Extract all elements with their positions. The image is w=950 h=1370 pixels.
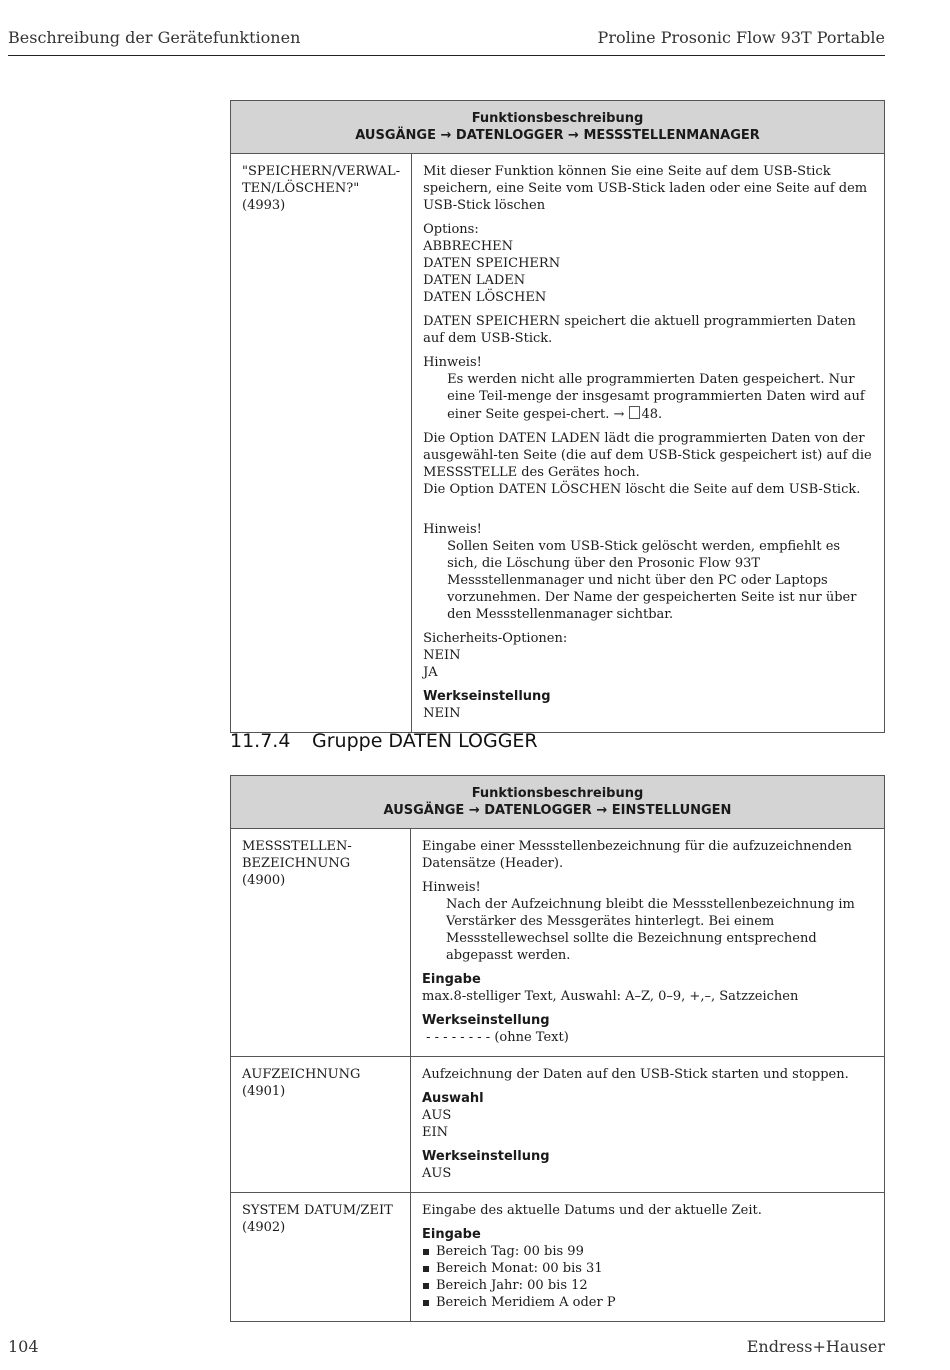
- list-item: Bereich Monat: 00 bis 31: [422, 1260, 873, 1277]
- range-list: [422, 1243, 873, 1311]
- function-name-cell: [231, 1193, 411, 1322]
- load-description: Die Option DATEN LADEN lädt die programmierten Daten von der ausgewähl-ten Seite (die auf dem USB-Stick gespeichert ist) auf die MESSSTELLE des Gerätes hoch.: [423, 431, 872, 480]
- description-intro: Aufzeichnung der Daten auf den USB-Stick starten und stoppen.: [422, 1067, 849, 1082]
- delete-description: Die Option DATEN LÖSCHEN löscht die Seite auf dem USB-Stick.: [423, 482, 861, 497]
- default-setting-value: NEIN: [423, 706, 461, 721]
- input-description: max.8-stelliger Text, Auswahl: A–Z, 0–9, +,–, Satzzeichen: [422, 989, 799, 1004]
- option-item: DATEN SPEICHERN: [423, 256, 561, 271]
- list-item: Bereich Meridiem A oder P: [422, 1294, 873, 1311]
- page-reference-icon: [629, 406, 640, 419]
- function-name-line: BEZEICHNUNG: [242, 856, 351, 871]
- security-options-label: Sicherheits-Optionen:: [423, 631, 568, 646]
- header-section-title: Beschreibung der Gerätefunktionen: [8, 28, 301, 47]
- table-header-path: AUSGÄNGE → DATENLOGGER → EINSTELLUNGEN: [383, 803, 732, 818]
- table-row: [231, 154, 885, 733]
- default-setting-block: [422, 1148, 873, 1182]
- function-table-messstellenmanager: [230, 100, 885, 733]
- option-item: DATEN LADEN: [423, 273, 526, 288]
- function-name-line: MESSSTELLEN-: [242, 839, 352, 854]
- save-description: DATEN SPEICHERN speichert die aktuell programmierten Daten auf dem USB-Stick.: [423, 314, 856, 346]
- section-number: 11.7.4: [230, 730, 291, 752]
- description-intro: Eingabe des aktuelle Datums und der aktuelle Zeit.: [422, 1203, 762, 1218]
- load-delete-block: [423, 430, 873, 498]
- note-text: Nach der Aufzeichnung bleibt die Messstellenbezeichnung im Verstärker des Messgerätes hinterlegt. Bei einem Messstellewechsel sollte die Bezeichnung entsprechend abgepasst werden.: [446, 897, 855, 963]
- function-name-cell: [231, 829, 411, 1057]
- input-label: Eingabe: [422, 1227, 481, 1242]
- option-item: JA: [423, 665, 438, 680]
- table-row: [231, 1057, 885, 1193]
- description-intro: Mit dieser Funktion können Sie eine Seite auf dem USB-Stick speichern, eine Seite vom USB-Stick laden oder eine Seite auf dem USB-Stick löschen: [423, 164, 868, 213]
- function-description-cell: [411, 1057, 885, 1193]
- function-name-line: SYSTEM DATUM/ZEIT: [242, 1203, 393, 1218]
- option-item: EIN: [422, 1125, 448, 1140]
- table-header-title: Funktionsbeschreibung: [471, 111, 644, 126]
- options-block: [423, 221, 873, 306]
- function-name-line: AUFZEICHNUNG: [242, 1067, 361, 1082]
- page-header: [8, 28, 885, 56]
- function-table-einstellungen: [230, 775, 885, 1322]
- default-setting-value: - - - - - - - - (ohne Text): [422, 1030, 569, 1045]
- section-title: Gruppe DATEN LOGGER: [312, 730, 538, 752]
- note-label: Hinweis!: [422, 880, 481, 895]
- option-item: AUS: [422, 1108, 452, 1123]
- table-header: [231, 101, 885, 154]
- section-heading: [230, 730, 538, 752]
- function-name-line: "SPEICHERN/VERWAL-: [242, 164, 401, 179]
- default-setting-block: [422, 1012, 873, 1046]
- default-setting-value: AUS: [422, 1166, 452, 1181]
- note-text-body: Es werden nicht alle programmierten Daten gespeichert. Nur eine Teil-menge der insgesamt programmierten Daten wird auf einer Seite gespei-chert. →: [447, 372, 865, 422]
- function-name-line: TEN/LÖSCHEN?": [242, 181, 360, 196]
- function-code: (4900): [242, 873, 286, 888]
- function-description-cell: [412, 154, 885, 733]
- note-label: Hinweis!: [423, 355, 482, 370]
- description-intro: Eingabe einer Messstellenbezeichnung für die aufzuzeichnenden Datensätze (Header).: [422, 839, 852, 871]
- table-header: [231, 776, 885, 829]
- list-item: Bereich Jahr: 00 bis 12: [422, 1277, 873, 1294]
- function-description-cell: [411, 829, 885, 1057]
- input-block: [422, 971, 873, 1005]
- security-options-block: [423, 630, 873, 681]
- function-code: (4901): [242, 1084, 286, 1099]
- option-item: DATEN LÖSCHEN: [423, 290, 547, 305]
- function-code: (4902): [242, 1220, 286, 1235]
- note-label: Hinweis!: [423, 522, 482, 537]
- default-setting-label: Werkseinstellung: [422, 1149, 550, 1164]
- page-number: 104: [8, 1337, 39, 1356]
- options-label: Options:: [423, 222, 479, 237]
- option-item: ABBRECHEN: [423, 239, 514, 254]
- note-text: [423, 371, 873, 423]
- function-name-cell: [231, 154, 412, 733]
- table-row: [231, 1193, 885, 1322]
- function-code: (4993): [242, 198, 286, 213]
- header-product-name: Proline Prosonic Flow 93T Portable: [597, 28, 885, 47]
- input-label: Eingabe: [422, 972, 481, 987]
- note-block: [423, 354, 873, 423]
- note-text: Sollen Seiten vom USB-Stick gelöscht werden, empfiehlt es sich, die Löschung über den Prosonic Flow 93T Messstellenmanager und nicht über den PC oder Laptops vorzunehmen. Der Name der gespeicherten Seite ist nur über den Messstellenmanager sichtbar.: [447, 539, 857, 622]
- page-reference-number: 48.: [641, 407, 663, 422]
- table-header-path: AUSGÄNGE → DATENLOGGER → MESSSTELLENMANAGER: [355, 128, 760, 143]
- default-setting-label: Werkseinstellung: [423, 689, 551, 704]
- option-item: NEIN: [423, 648, 461, 663]
- selection-label: Auswahl: [422, 1091, 484, 1106]
- note-block: [423, 521, 873, 623]
- brand-name: Endress+Hauser: [746, 1337, 885, 1356]
- default-setting-block: [423, 688, 873, 722]
- function-name-cell: [231, 1057, 411, 1193]
- page-footer: [8, 1337, 885, 1356]
- default-setting-label: Werkseinstellung: [422, 1013, 550, 1028]
- list-item: Bereich Tag: 00 bis 99: [422, 1243, 873, 1260]
- function-description-cell: [411, 1193, 885, 1322]
- table-row: [231, 829, 885, 1057]
- input-block: [422, 1226, 873, 1311]
- selection-block: [422, 1090, 873, 1141]
- table-header-title: Funktionsbeschreibung: [471, 786, 644, 801]
- note-block: [422, 879, 873, 964]
